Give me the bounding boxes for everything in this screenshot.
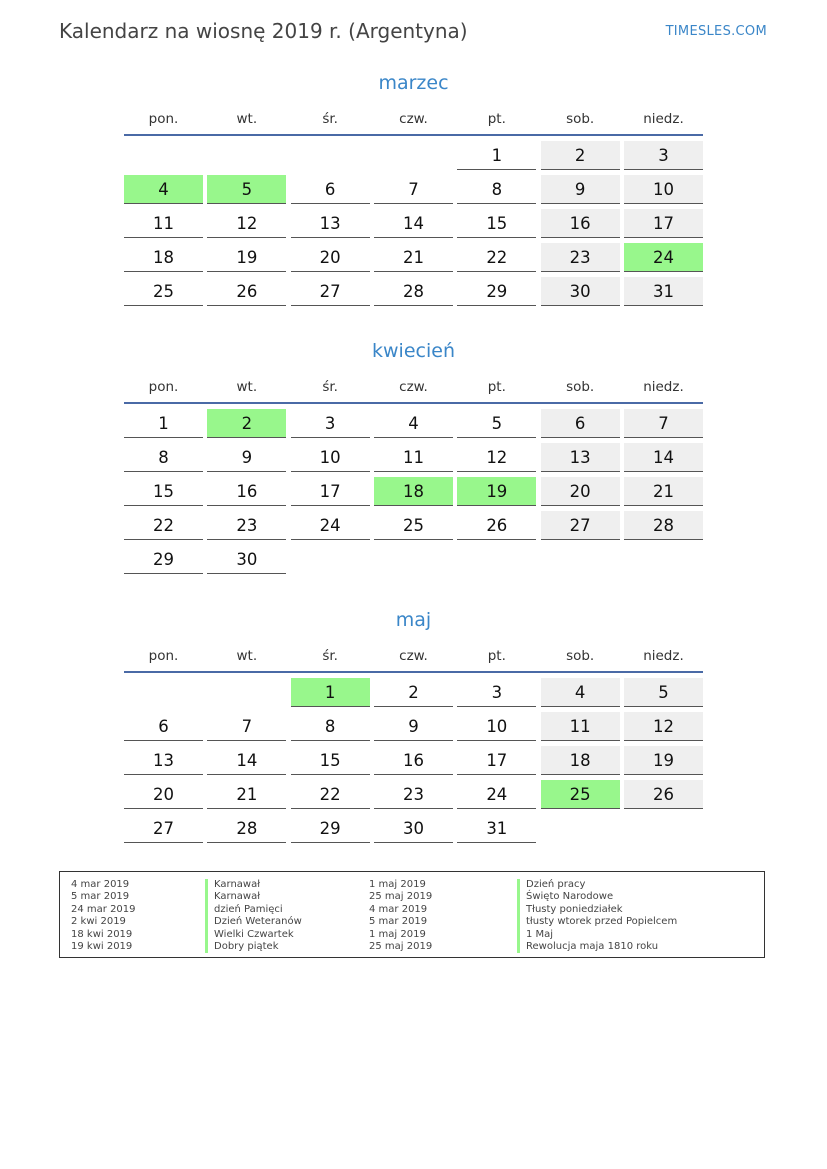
weekday-label: sob. [566, 379, 595, 395]
legend-holiday-name: 1 Maj [517, 929, 677, 941]
day-cell: 27 [541, 511, 620, 540]
day-cell: 9 [541, 175, 620, 204]
day-cell: 19 [624, 746, 703, 775]
day-cell: 16 [541, 209, 620, 238]
legend-dates-right [369, 879, 432, 953]
weekday-label: śr. [322, 379, 338, 395]
weekday-label: niedz. [643, 648, 684, 664]
day-cell: 23 [374, 780, 453, 809]
day-cell: 11 [374, 443, 453, 472]
day-cell: 18 [124, 243, 203, 272]
legend-date: 5 mar 2019 [369, 916, 428, 928]
holiday-day-cell: 18 [374, 477, 453, 506]
day-cell: 24 [457, 780, 536, 809]
day-cell: 31 [624, 277, 703, 306]
day-cell: 13 [541, 443, 620, 472]
weekday-label: śr. [322, 111, 338, 127]
day-cell: 14 [374, 209, 453, 238]
day-cell: 16 [374, 746, 453, 775]
day-cell: 3 [457, 678, 536, 707]
header-divider [124, 402, 703, 404]
day-grid [124, 678, 703, 843]
legend-dates-left [71, 879, 136, 953]
month-title: kwiecień [372, 340, 455, 362]
day-cell: 20 [124, 780, 203, 809]
header-divider [124, 671, 703, 673]
day-cell: 21 [374, 243, 453, 272]
weekday-label: niedz. [643, 111, 684, 127]
day-cell: 27 [124, 814, 203, 843]
day-cell: 17 [624, 209, 703, 238]
day-cell: 20 [291, 243, 370, 272]
legend-holiday-name: tłusty wtorek przed Popielcem [517, 916, 677, 928]
day-cell: 21 [624, 477, 703, 506]
day-cell: 4 [374, 409, 453, 438]
weekday-label: sob. [566, 648, 595, 664]
day-cell: 15 [291, 746, 370, 775]
day-cell: 9 [374, 712, 453, 741]
weekday-header [124, 374, 703, 400]
weekday-label: pon. [148, 111, 179, 127]
day-cell: 26 [207, 277, 286, 306]
day-cell: 7 [624, 409, 703, 438]
day-cell: 8 [124, 443, 203, 472]
legend-holiday-name: Dzień Weteranów [205, 916, 302, 928]
day-cell: 29 [124, 545, 203, 574]
holiday-day-cell: 25 [541, 780, 620, 809]
day-cell: 17 [457, 746, 536, 775]
day-cell: 21 [207, 780, 286, 809]
legend-names-right [517, 879, 677, 953]
day-cell: 11 [541, 712, 620, 741]
day-cell: 22 [124, 511, 203, 540]
empty-day-cell [207, 678, 286, 707]
day-cell: 8 [291, 712, 370, 741]
legend-holiday-name: Karnawał [205, 879, 302, 891]
day-grid [124, 141, 703, 306]
day-cell: 26 [624, 780, 703, 809]
weekday-label: wt. [236, 111, 258, 127]
day-cell: 28 [207, 814, 286, 843]
day-cell: 6 [124, 712, 203, 741]
day-cell: 14 [624, 443, 703, 472]
legend-date: 1 maj 2019 [369, 879, 426, 890]
weekday-label: pt. [487, 111, 506, 127]
day-cell: 22 [457, 243, 536, 272]
empty-day-cell [207, 141, 286, 170]
day-cell: 30 [374, 814, 453, 843]
day-cell: 5 [624, 678, 703, 707]
legend-names-left [205, 879, 302, 953]
empty-day-cell [124, 141, 203, 170]
day-cell: 22 [291, 780, 370, 809]
month-calendar [124, 607, 703, 843]
weekday-label: pt. [487, 648, 506, 664]
month-title: marzec [378, 72, 449, 94]
day-cell: 18 [541, 746, 620, 775]
day-cell: 25 [124, 277, 203, 306]
month-calendar [124, 338, 703, 574]
day-cell: 24 [291, 511, 370, 540]
weekday-label: pon. [148, 648, 179, 664]
day-cell: 25 [374, 511, 453, 540]
legend-date: 24 mar 2019 [71, 903, 136, 915]
legend-date: 1 maj 2019 [369, 928, 426, 940]
day-cell: 7 [374, 175, 453, 204]
day-cell: 28 [624, 511, 703, 540]
day-cell: 28 [374, 277, 453, 306]
day-cell: 17 [291, 477, 370, 506]
legend-date: 2 kwi 2019 [71, 916, 126, 928]
holiday-day-cell: 4 [124, 175, 203, 204]
brand-link[interactable]: TIMESLES.COM [665, 24, 767, 39]
weekday-label: pt. [487, 379, 506, 395]
weekday-label: czw. [399, 111, 428, 127]
day-cell: 27 [291, 277, 370, 306]
day-cell: 10 [624, 175, 703, 204]
legend-date: 25 maj 2019 [369, 891, 433, 903]
weekday-header [124, 643, 703, 669]
empty-day-cell [291, 141, 370, 170]
legend-holiday-name: Dobry piątek [205, 941, 302, 953]
day-cell: 16 [207, 477, 286, 506]
day-cell: 20 [541, 477, 620, 506]
day-cell: 14 [207, 746, 286, 775]
day-cell: 23 [207, 511, 286, 540]
page-title: Kalendarz na wiosnę 2019 r. (Argentyna) [59, 19, 468, 43]
holiday-day-cell: 1 [291, 678, 370, 707]
day-cell: 12 [457, 443, 536, 472]
day-cell: 30 [207, 545, 286, 574]
legend-date: 18 kwi 2019 [71, 928, 133, 940]
day-cell: 9 [207, 443, 286, 472]
legend-date: 25 maj 2019 [369, 940, 433, 952]
holiday-day-cell: 24 [624, 243, 703, 272]
day-cell: 3 [624, 141, 703, 170]
legend-date: 19 kwi 2019 [71, 940, 133, 952]
day-cell: 19 [207, 243, 286, 272]
legend-holiday-name: Święto Narodowe [517, 891, 677, 903]
day-cell: 15 [457, 209, 536, 238]
day-cell: 1 [124, 409, 203, 438]
legend-date: 5 mar 2019 [71, 891, 130, 903]
day-cell: 1 [457, 141, 536, 170]
empty-day-cell [124, 678, 203, 707]
day-cell: 13 [124, 746, 203, 775]
legend-date: 4 mar 2019 [71, 879, 130, 890]
day-cell: 10 [457, 712, 536, 741]
weekday-label: pon. [148, 379, 179, 395]
holiday-legend [59, 871, 765, 958]
day-cell: 8 [457, 175, 536, 204]
day-cell: 12 [624, 712, 703, 741]
holiday-day-cell: 2 [207, 409, 286, 438]
day-cell: 12 [207, 209, 286, 238]
day-cell: 13 [291, 209, 370, 238]
day-cell: 29 [291, 814, 370, 843]
empty-day-cell [374, 141, 453, 170]
weekday-header [124, 106, 703, 132]
legend-holiday-name: Tłusty poniedziałek [517, 904, 677, 916]
day-cell: 2 [374, 678, 453, 707]
day-cell: 31 [457, 814, 536, 843]
day-cell: 4 [541, 678, 620, 707]
legend-holiday-name: Dzień pracy [517, 879, 677, 891]
day-cell: 2 [541, 141, 620, 170]
day-cell: 15 [124, 477, 203, 506]
day-cell: 10 [291, 443, 370, 472]
day-cell: 23 [541, 243, 620, 272]
day-cell: 26 [457, 511, 536, 540]
legend-holiday-name: Karnawał [205, 891, 302, 903]
weekday-label: wt. [236, 379, 258, 395]
month-calendar [124, 70, 703, 306]
day-cell: 11 [124, 209, 203, 238]
legend-holiday-name: dzień Pamięci [205, 904, 302, 916]
day-cell: 6 [541, 409, 620, 438]
weekday-label: niedz. [643, 379, 684, 395]
month-title: maj [395, 609, 432, 631]
legend-holiday-name: Rewolucja maja 1810 roku [517, 941, 677, 953]
day-cell: 7 [207, 712, 286, 741]
weekday-label: wt. [236, 648, 258, 664]
day-cell: 6 [291, 175, 370, 204]
day-cell: 29 [457, 277, 536, 306]
header-divider [124, 134, 703, 136]
holiday-day-cell: 5 [207, 175, 286, 204]
day-cell: 30 [541, 277, 620, 306]
holiday-day-cell: 19 [457, 477, 536, 506]
day-grid [124, 409, 703, 574]
legend-holiday-name: Wielki Czwartek [205, 929, 302, 941]
weekday-label: śr. [322, 648, 338, 664]
weekday-label: czw. [399, 379, 428, 395]
day-cell: 5 [457, 409, 536, 438]
legend-date: 4 mar 2019 [369, 903, 428, 915]
weekday-label: sob. [566, 111, 595, 127]
weekday-label: czw. [399, 648, 428, 664]
day-cell: 3 [291, 409, 370, 438]
